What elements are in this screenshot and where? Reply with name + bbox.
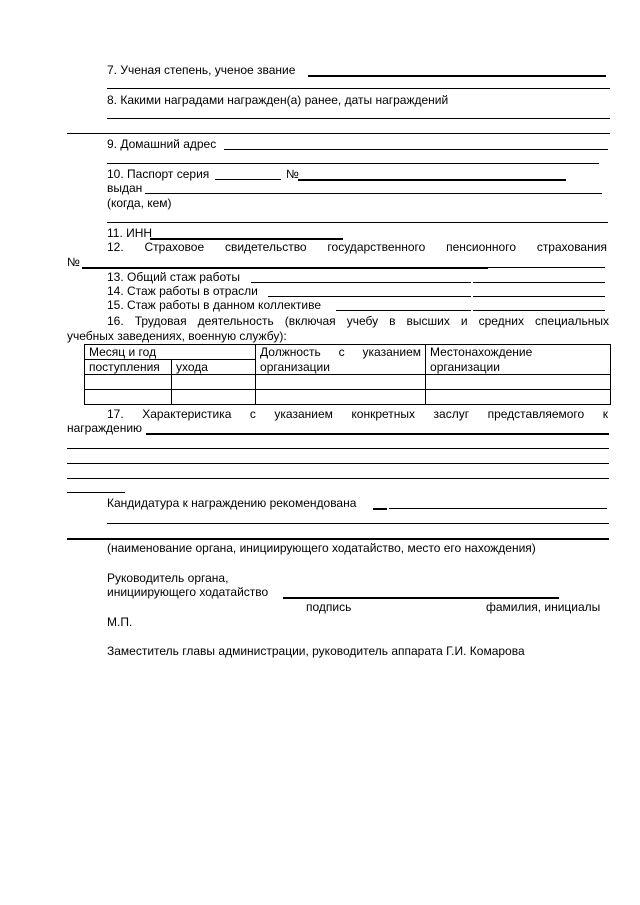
item-16-label-2: учебных заведениях, военную службу): — [67, 329, 287, 343]
table-cell[interactable] — [426, 375, 611, 390]
deputy-line: Заместитель главы администрации, руководитель аппарата Г.И. Комарова — [107, 644, 525, 658]
item-15-field-ext[interactable] — [473, 310, 605, 311]
item-14-label: 14. Стаж работы в отрасли — [107, 284, 258, 298]
item-9-field[interactable] — [224, 149, 608, 150]
item-15-label: 15. Стаж работы в данном коллективе — [107, 298, 322, 312]
item-17-field[interactable] — [146, 433, 609, 435]
table-cell[interactable] — [256, 390, 426, 405]
head-label-2: инициирующего ходатайство — [107, 585, 269, 599]
item-13-label: 13. Общий стаж работы — [107, 270, 240, 284]
item-7-field[interactable] — [308, 75, 606, 77]
organ-hint: (наименование органа, инициирующего ходатайство, место его нахождения) — [107, 541, 536, 555]
signature-hint: подпись — [306, 600, 352, 614]
item-8-line-1[interactable] — [107, 118, 610, 119]
item-17-label: 17. Характеристика с указанием конкретных заслуг представляемого к — [107, 407, 608, 421]
item-13-field-ext[interactable] — [473, 282, 605, 283]
table-cell[interactable] — [85, 375, 172, 390]
item-17-line-5[interactable] — [67, 492, 125, 493]
passport-number-label: № — [286, 167, 299, 181]
table-cell[interactable] — [172, 375, 256, 390]
item-17-line-3[interactable] — [67, 463, 609, 464]
header-entry: поступления — [85, 360, 172, 375]
item-11-label: 11. ИНН — [107, 226, 153, 240]
passport-number-field[interactable] — [298, 179, 566, 181]
header-position-org: организации — [256, 360, 426, 375]
header-position: Должность с указанием — [256, 345, 426, 360]
table-cell[interactable] — [172, 390, 256, 405]
head-label-1: Руководитель органа, — [107, 571, 229, 585]
item-7-label: 7. Ученая степень, ученое звание — [107, 63, 296, 77]
passport-issued-label: выдан — [107, 181, 143, 195]
header-location-org: организации — [426, 360, 611, 375]
item-17-line-2[interactable] — [67, 448, 609, 449]
item-12-field[interactable] — [82, 267, 488, 269]
header-location: Местонахождение — [426, 345, 611, 360]
item-8-label: 8. Какими наградами награжден(а) ранее, даты награждений — [107, 93, 449, 107]
item-9-label: 9. Домашний адрес — [107, 137, 217, 151]
item-10-label: 10. Паспорт серия — [107, 167, 210, 181]
candidacy-field-ext[interactable] — [389, 508, 607, 509]
item-9-line-2[interactable] — [107, 163, 599, 164]
header-month-year: Месяц и год — [85, 345, 256, 360]
item-17-line-4[interactable] — [67, 478, 609, 479]
item-12-label: 12. Страховое свидетельство государственного пенсионного страхования — [107, 240, 607, 254]
item-7-line-2[interactable] — [107, 88, 610, 89]
passport-issued-field[interactable] — [145, 193, 602, 194]
passport-issued-hint: (когда, кем) — [107, 196, 172, 210]
passport-series-field[interactable] — [215, 179, 281, 180]
table-cell[interactable] — [85, 390, 172, 405]
table-cell[interactable] — [426, 390, 611, 405]
item-10-line-3[interactable] — [107, 222, 608, 223]
item-14-field-ext[interactable] — [473, 296, 605, 297]
candidacy-label: Кандидатура к награждению рекомендована — [107, 496, 357, 510]
item-14-field[interactable] — [268, 296, 471, 297]
candidacy-line-2[interactable] — [107, 523, 609, 524]
table-cell[interactable] — [256, 375, 426, 390]
signature-field[interactable] — [283, 597, 559, 599]
candidacy-field[interactable] — [373, 508, 387, 510]
candidacy-line-3[interactable] — [67, 538, 609, 540]
item-12-field-ext[interactable] — [488, 267, 605, 268]
item-16-label: 16. Трудовая деятельность (включая учебу в высших и средних специальных — [107, 314, 609, 328]
header-exit: ухода — [172, 360, 256, 375]
table-row[interactable] — [85, 375, 611, 390]
item-13-field[interactable] — [251, 282, 471, 283]
table-row[interactable] — [85, 390, 611, 405]
item-8-line-2[interactable] — [67, 133, 610, 134]
item-12-number-label: № — [67, 255, 80, 269]
stamp-label: М.П. — [107, 615, 133, 629]
employment-table — [84, 344, 611, 405]
name-hint: фамилия, инициалы — [486, 600, 601, 614]
item-15-field[interactable] — [336, 310, 471, 311]
item-17-label-2: награждению — [67, 421, 143, 435]
